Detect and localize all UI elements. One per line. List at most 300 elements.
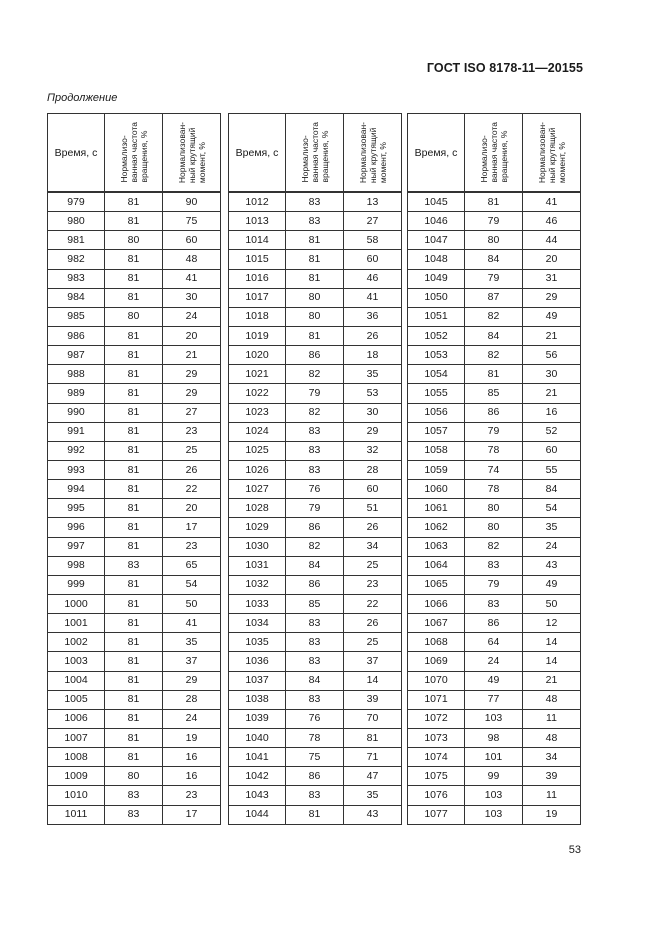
speed-cell: 81 [105,728,163,747]
speed-cell: 78 [286,728,344,747]
time-cell: 1073 [408,728,465,747]
time-cell: 984 [48,288,105,307]
time-cell: 1034 [229,614,286,633]
torque-cell: 19 [523,805,581,824]
speed-cell: 84 [465,250,523,269]
time-cell: 1062 [408,518,465,537]
table-row [408,537,581,556]
torque-cell: 24 [523,537,581,556]
speed-cell: 86 [286,575,344,594]
speed-cell: 81 [105,250,163,269]
time-cell: 988 [48,365,105,384]
speed-cell: 81 [465,192,523,212]
speed-cell: 83 [105,556,163,575]
torque-cell: 14 [344,671,402,690]
torque-cell: 26 [344,326,402,345]
table-row [229,403,402,422]
table-row [229,537,402,556]
time-cell: 1009 [48,767,105,786]
torque-cell: 16 [523,403,581,422]
table-row [408,307,581,326]
table-header-row [229,114,402,193]
page-number: 53 [568,844,581,856]
table-header-row [48,114,221,193]
speed-cell: 74 [465,460,523,479]
time-cell: 1014 [229,231,286,250]
table-row [408,365,581,384]
speed-cell: 81 [286,250,344,269]
table-row [408,192,581,212]
speed-cell: 79 [465,575,523,594]
time-cell: 1046 [408,212,465,231]
table-row [48,805,221,824]
time-cell: 1077 [408,805,465,824]
torque-cell: 37 [163,652,221,671]
torque-cell: 30 [344,403,402,422]
speed-cell: 83 [105,786,163,805]
table-body [48,192,221,824]
time-cell: 1060 [408,480,465,499]
time-cell: 1024 [229,422,286,441]
torque-cell: 25 [344,633,402,652]
torque-cell: 48 [163,250,221,269]
torque-cell: 44 [523,231,581,250]
speed-cell: 81 [105,709,163,728]
torque-cell: 27 [163,403,221,422]
speed-cell: 78 [465,480,523,499]
table-row [408,250,581,269]
torque-cell: 18 [344,346,402,365]
torque-cell: 25 [344,556,402,575]
torque-cell: 30 [163,288,221,307]
speed-cell: 82 [465,537,523,556]
table-row [48,728,221,747]
table-row [408,384,581,403]
torque-cell: 49 [523,307,581,326]
time-cell: 1039 [229,709,286,728]
torque-cell: 51 [344,499,402,518]
table-row [48,671,221,690]
torque-cell: 60 [523,441,581,460]
speed-cell: 83 [286,460,344,479]
speed-cell: 82 [286,537,344,556]
torque-cell: 11 [523,786,581,805]
torque-cell: 29 [523,288,581,307]
time-cell: 986 [48,326,105,345]
time-cell: 1057 [408,422,465,441]
torque-cell: 26 [344,614,402,633]
time-cell: 1054 [408,365,465,384]
table-row [48,690,221,709]
speed-cell: 84 [286,556,344,575]
table-row [229,748,402,767]
torque-cell: 30 [523,365,581,384]
header-speed [465,114,523,193]
time-cell: 996 [48,518,105,537]
torque-cell: 36 [344,307,402,326]
table-row [229,365,402,384]
torque-cell: 41 [163,614,221,633]
table-row [229,231,402,250]
table-row [48,441,221,460]
speed-cell: 76 [286,480,344,499]
torque-cell: 39 [344,690,402,709]
speed-cell: 80 [465,231,523,250]
speed-cell: 83 [286,690,344,709]
speed-cell: 87 [465,288,523,307]
header-torque-label: Нормализован- ный крутящий момент, % [536,121,567,184]
table-row [408,441,581,460]
torque-cell: 90 [163,192,221,212]
table-row [408,480,581,499]
torque-cell: 37 [344,652,402,671]
speed-cell: 79 [286,499,344,518]
header-speed [286,114,344,193]
table-row [229,767,402,786]
header-speed-label: Нормализо- ванная частота вращения, % [299,122,330,183]
speed-cell: 49 [465,671,523,690]
time-cell: 1021 [229,365,286,384]
speed-cell: 80 [105,231,163,250]
time-cell: 1017 [229,288,286,307]
speed-cell: 82 [465,307,523,326]
table-row [48,384,221,403]
torque-cell: 24 [163,307,221,326]
table-row [408,288,581,307]
torque-cell: 12 [523,614,581,633]
time-cell: 1027 [229,480,286,499]
header-torque [523,114,581,193]
table-row [229,460,402,479]
header-speed-label: Нормализо- ванная частота вращения, % [478,122,509,183]
torque-cell: 21 [523,384,581,403]
table-row [48,614,221,633]
torque-cell: 17 [163,805,221,824]
speed-cell: 83 [286,614,344,633]
time-cell: 983 [48,269,105,288]
torque-cell: 41 [523,192,581,212]
time-cell: 1069 [408,652,465,671]
speed-cell: 80 [105,767,163,786]
table-row [48,422,221,441]
speed-cell: 86 [286,767,344,786]
table-row [48,499,221,518]
table-row [229,499,402,518]
time-cell: 1063 [408,537,465,556]
torque-cell: 23 [163,422,221,441]
time-cell: 1038 [229,690,286,709]
speed-cell: 84 [286,671,344,690]
torque-cell: 46 [523,212,581,231]
speed-cell: 81 [105,288,163,307]
speed-cell: 84 [465,326,523,345]
table-row [408,652,581,671]
time-cell: 1075 [408,767,465,786]
table-header-row [408,114,581,193]
table-row [229,269,402,288]
torque-cell: 21 [523,671,581,690]
speed-cell: 83 [286,192,344,212]
table-row [408,403,581,422]
torque-cell: 81 [344,728,402,747]
torque-cell: 49 [523,575,581,594]
header-speed [105,114,163,193]
table-row [229,250,402,269]
table-row [408,556,581,575]
table-row [229,212,402,231]
speed-cell: 79 [465,422,523,441]
torque-cell: 53 [344,384,402,403]
speed-cell: 83 [286,633,344,652]
torque-cell: 55 [523,460,581,479]
torque-cell: 48 [523,728,581,747]
torque-cell: 70 [344,709,402,728]
table-row [48,594,221,613]
torque-cell: 43 [523,556,581,575]
time-cell: 1071 [408,690,465,709]
torque-cell: 23 [163,537,221,556]
table-row [229,594,402,613]
table-body [229,192,402,824]
torque-cell: 23 [344,575,402,594]
torque-cell: 54 [523,499,581,518]
speed-cell: 64 [465,633,523,652]
time-cell: 1056 [408,403,465,422]
time-cell: 1064 [408,556,465,575]
speed-cell: 98 [465,728,523,747]
header-torque-label: Нормализован- ный крутящий момент, % [357,121,388,184]
torque-cell: 35 [344,365,402,384]
torque-cell: 34 [344,537,402,556]
speed-cell: 75 [286,748,344,767]
time-cell: 1044 [229,805,286,824]
time-cell: 1072 [408,709,465,728]
time-cell: 1041 [229,748,286,767]
torque-cell: 14 [523,633,581,652]
speed-cell: 103 [465,805,523,824]
speed-cell: 80 [465,518,523,537]
torque-cell: 16 [163,767,221,786]
time-cell: 1036 [229,652,286,671]
time-cell: 992 [48,441,105,460]
table-row [48,326,221,345]
speed-cell: 81 [105,614,163,633]
table-row [229,422,402,441]
speed-cell: 81 [465,365,523,384]
torque-cell: 56 [523,346,581,365]
header-time: Время, с [229,114,286,193]
speed-cell: 79 [465,212,523,231]
time-cell: 1035 [229,633,286,652]
table-row [408,460,581,479]
table-row [48,518,221,537]
speed-cell: 83 [465,556,523,575]
table-row [229,690,402,709]
speed-cell: 83 [286,652,344,671]
time-cell: 1018 [229,307,286,326]
header-torque [163,114,221,193]
time-cell: 999 [48,575,105,594]
time-cell: 993 [48,460,105,479]
table-row [229,786,402,805]
torque-cell: 60 [344,480,402,499]
data-table-block-1 [47,113,221,825]
speed-cell: 81 [105,671,163,690]
torque-cell: 54 [163,575,221,594]
torque-cell: 65 [163,556,221,575]
torque-cell: 16 [163,748,221,767]
speed-cell: 77 [465,690,523,709]
time-cell: 1040 [229,728,286,747]
time-cell: 1068 [408,633,465,652]
torque-cell: 24 [163,709,221,728]
speed-cell: 81 [105,537,163,556]
time-cell: 982 [48,250,105,269]
torque-cell: 47 [344,767,402,786]
document-standard-code: ГОСТ ISO 8178-11—20155 [426,61,583,75]
time-cell: 997 [48,537,105,556]
table-row [229,441,402,460]
torque-cell: 29 [163,384,221,403]
table-row [229,307,402,326]
time-cell: 1050 [408,288,465,307]
torque-cell: 29 [344,422,402,441]
table-row [229,709,402,728]
speed-cell: 81 [105,748,163,767]
table-row [229,671,402,690]
time-cell: 1037 [229,671,286,690]
speed-cell: 99 [465,767,523,786]
speed-cell: 81 [286,231,344,250]
torque-cell: 39 [523,767,581,786]
time-cell: 1007 [48,728,105,747]
speed-cell: 82 [286,365,344,384]
torque-cell: 14 [523,652,581,671]
table-row [48,480,221,499]
table-row [408,690,581,709]
speed-cell: 76 [286,709,344,728]
torque-cell: 22 [344,594,402,613]
table-row [48,250,221,269]
torque-cell: 23 [163,786,221,805]
speed-cell: 103 [465,709,523,728]
time-cell: 994 [48,480,105,499]
speed-cell: 81 [105,365,163,384]
time-cell: 1001 [48,614,105,633]
torque-cell: 13 [344,192,402,212]
torque-cell: 27 [344,212,402,231]
speed-cell: 80 [286,288,344,307]
speed-cell: 80 [465,499,523,518]
torque-cell: 20 [163,499,221,518]
time-cell: 1015 [229,250,286,269]
speed-cell: 86 [465,614,523,633]
table-row [408,499,581,518]
time-cell: 1028 [229,499,286,518]
speed-cell: 81 [105,633,163,652]
table-row [408,614,581,633]
time-cell: 998 [48,556,105,575]
time-cell: 1058 [408,441,465,460]
time-cell: 1059 [408,460,465,479]
speed-cell: 81 [105,346,163,365]
time-cell: 1002 [48,633,105,652]
speed-cell: 83 [286,212,344,231]
table-row [229,384,402,403]
speed-cell: 82 [286,403,344,422]
time-cell: 981 [48,231,105,250]
time-cell: 1023 [229,403,286,422]
table-body [408,192,581,824]
time-cell: 1012 [229,192,286,212]
speed-cell: 81 [105,575,163,594]
torque-cell: 26 [344,518,402,537]
torque-cell: 20 [163,326,221,345]
speed-cell: 81 [286,269,344,288]
speed-cell: 83 [286,441,344,460]
speed-cell: 81 [105,518,163,537]
torque-cell: 28 [344,460,402,479]
time-cell: 1016 [229,269,286,288]
speed-cell: 85 [286,594,344,613]
time-cell: 1049 [408,269,465,288]
time-cell: 1053 [408,346,465,365]
table-row [48,556,221,575]
table-row [48,307,221,326]
time-cell: 1065 [408,575,465,594]
torque-cell: 21 [523,326,581,345]
torque-cell: 52 [523,422,581,441]
table-row [229,556,402,575]
time-cell: 1019 [229,326,286,345]
torque-cell: 75 [163,212,221,231]
time-cell: 1003 [48,652,105,671]
table-row [229,480,402,499]
continuation-label: Продолжение [47,92,118,104]
time-cell: 987 [48,346,105,365]
torque-cell: 34 [523,748,581,767]
torque-cell: 50 [163,594,221,613]
torque-cell: 60 [344,250,402,269]
time-cell: 1061 [408,499,465,518]
time-cell: 1051 [408,307,465,326]
speed-cell: 85 [465,384,523,403]
torque-cell: 84 [523,480,581,499]
torque-cell: 35 [523,518,581,537]
table-row [48,537,221,556]
table-row [408,346,581,365]
time-cell: 1032 [229,575,286,594]
torque-cell: 25 [163,441,221,460]
time-cell: 995 [48,499,105,518]
torque-cell: 41 [163,269,221,288]
table-row [48,748,221,767]
time-cell: 1074 [408,748,465,767]
speed-cell: 81 [286,805,344,824]
table-row [229,728,402,747]
table-row [48,633,221,652]
speed-cell: 79 [286,384,344,403]
header-time: Время, с [408,114,465,193]
time-cell: 1048 [408,250,465,269]
speed-cell: 81 [105,652,163,671]
time-cell: 1052 [408,326,465,345]
speed-cell: 81 [105,403,163,422]
time-cell: 990 [48,403,105,422]
speed-cell: 80 [286,307,344,326]
table-row [408,326,581,345]
data-table-block-2 [228,113,402,825]
